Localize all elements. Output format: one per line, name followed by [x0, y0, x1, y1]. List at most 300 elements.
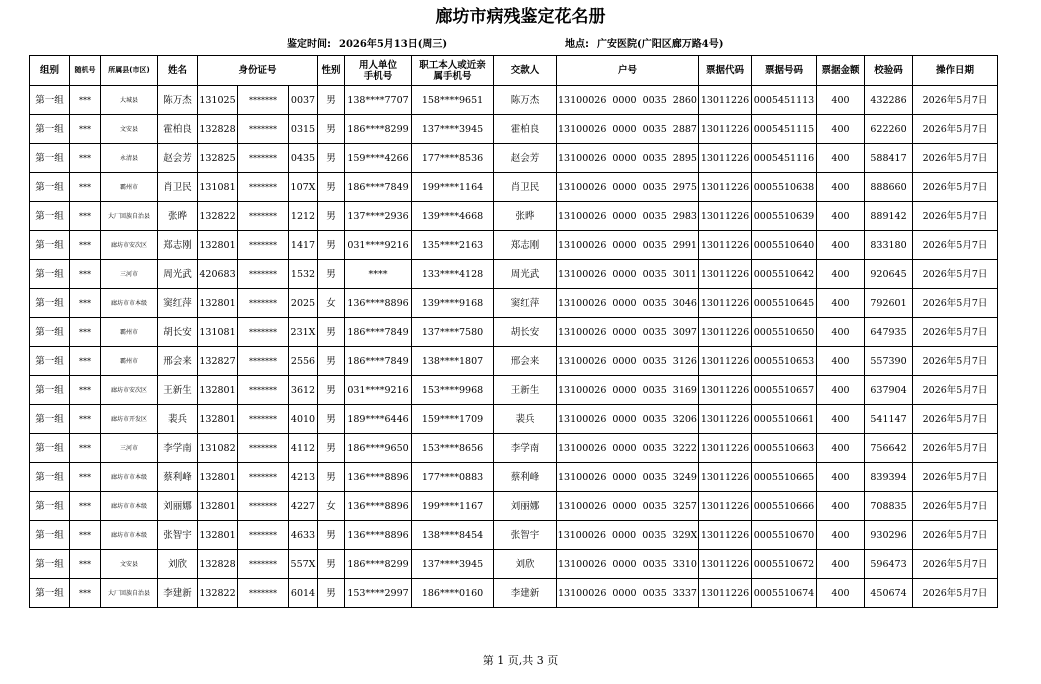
cell-id-mask: ******* — [238, 347, 289, 376]
exam-time-value: 2026年5月13日(周三) — [339, 39, 448, 50]
cell-employer-phone: 031****9216 — [345, 231, 412, 260]
cell-group: 第一组 — [30, 376, 70, 405]
cell-random: *** — [70, 86, 101, 115]
cell-bill-code: 13011226 — [699, 463, 752, 492]
cell-payer: 霍柏良 — [494, 115, 557, 144]
cell-county: 大厂回族自治县 — [101, 579, 158, 608]
cell-check: 920645 — [865, 260, 913, 289]
header-county: 所属县(市区) — [101, 56, 158, 86]
cell-name: 郑志刚 — [158, 231, 198, 260]
cell-bill-code: 13011226 — [699, 434, 752, 463]
cell-random: *** — [70, 376, 101, 405]
cell-county: 廊坊市市本级 — [101, 521, 158, 550]
cell-id-suffix: 2556 — [289, 347, 318, 376]
cell-id-suffix: 3612 — [289, 376, 318, 405]
cell-date: 2026年5月7日 — [913, 260, 998, 289]
cell-family-phone: 177****0883 — [412, 463, 494, 492]
cell-random: *** — [70, 202, 101, 231]
cell-id-suffix: 1417 — [289, 231, 318, 260]
cell-sex: 女 — [318, 289, 345, 318]
cell-random: *** — [70, 318, 101, 347]
cell-amount: 400 — [817, 347, 865, 376]
cell-random: *** — [70, 347, 101, 376]
cell-id-mask: ******* — [238, 260, 289, 289]
cell-payer: 胡长安 — [494, 318, 557, 347]
cell-account: 13100026 0000 0035 3222 — [557, 434, 699, 463]
cell-account: 13100026 0000 0035 3206 — [557, 405, 699, 434]
cell-random: *** — [70, 434, 101, 463]
cell-check: 647935 — [865, 318, 913, 347]
cell-check: 637904 — [865, 376, 913, 405]
cell-sex: 男 — [318, 550, 345, 579]
cell-id-suffix: 4227 — [289, 492, 318, 521]
table-row — [30, 434, 998, 463]
header-name: 姓名 — [158, 56, 198, 86]
cell-payer: 赵会芳 — [494, 144, 557, 173]
cell-family-phone: 138****8454 — [412, 521, 494, 550]
cell-payer: 肖卫民 — [494, 173, 557, 202]
cell-family-phone: 153****8656 — [412, 434, 494, 463]
table-row — [30, 318, 998, 347]
cell-random: *** — [70, 144, 101, 173]
cell-employer-phone: 186****7849 — [345, 173, 412, 202]
cell-sex: 男 — [318, 521, 345, 550]
cell-name: 李学南 — [158, 434, 198, 463]
cell-random: *** — [70, 463, 101, 492]
cell-id-suffix: 2025 — [289, 289, 318, 318]
cell-id-prefix: 131081 — [198, 318, 238, 347]
cell-employer-phone: 136****8896 — [345, 463, 412, 492]
cell-bill-code: 13011226 — [699, 347, 752, 376]
cell-group: 第一组 — [30, 347, 70, 376]
table-row — [30, 115, 998, 144]
cell-county: 廊坊市市本级 — [101, 463, 158, 492]
cell-date: 2026年5月7日 — [913, 144, 998, 173]
cell-family-phone: 159****1709 — [412, 405, 494, 434]
cell-check: 930296 — [865, 521, 913, 550]
table-row — [30, 492, 998, 521]
cell-sex: 男 — [318, 173, 345, 202]
cell-check: 541147 — [865, 405, 913, 434]
cell-payer: 陈万杰 — [494, 86, 557, 115]
cell-group: 第一组 — [30, 173, 70, 202]
cell-amount: 400 — [817, 434, 865, 463]
header-group: 组别 — [30, 56, 70, 86]
cell-group: 第一组 — [30, 579, 70, 608]
cell-id-mask: ******* — [238, 405, 289, 434]
cell-bill-no: 0005451116 — [752, 144, 817, 173]
cell-family-phone: 137****3945 — [412, 550, 494, 579]
table-row — [30, 231, 998, 260]
cell-name: 刘欣 — [158, 550, 198, 579]
cell-employer-phone: 186****8299 — [345, 115, 412, 144]
cell-county: 大城县 — [101, 86, 158, 115]
cell-employer-phone: 137****2936 — [345, 202, 412, 231]
cell-sex: 男 — [318, 579, 345, 608]
page-footer: 第 1 页,共 3 页 — [482, 654, 559, 667]
cell-county: 三河市 — [101, 260, 158, 289]
cell-id-mask: ******* — [238, 86, 289, 115]
cell-date: 2026年5月7日 — [913, 231, 998, 260]
cell-bill-code: 13011226 — [699, 579, 752, 608]
cell-name: 霍柏良 — [158, 115, 198, 144]
cell-group: 第一组 — [30, 434, 70, 463]
cell-bill-no: 0005510638 — [752, 173, 817, 202]
cell-amount: 400 — [817, 376, 865, 405]
header-account: 户号 — [557, 56, 699, 86]
roster-table — [29, 55, 998, 608]
cell-id-mask: ******* — [238, 579, 289, 608]
cell-account: 13100026 0000 0035 3126 — [557, 347, 699, 376]
header-payer: 交款人 — [494, 56, 557, 86]
cell-check: 839394 — [865, 463, 913, 492]
cell-group: 第一组 — [30, 231, 70, 260]
cell-account: 13100026 0000 0035 2983 — [557, 202, 699, 231]
cell-family-phone: 137****7580 — [412, 318, 494, 347]
cell-date: 2026年5月7日 — [913, 405, 998, 434]
cell-id-mask: ******* — [238, 521, 289, 550]
cell-id-mask: ******* — [238, 550, 289, 579]
header-check: 校验码 — [865, 56, 913, 86]
cell-id-suffix: 1212 — [289, 202, 318, 231]
exam-place — [565, 35, 723, 50]
cell-date: 2026年5月7日 — [913, 492, 998, 521]
cell-id-prefix: 132828 — [198, 550, 238, 579]
cell-id-suffix: 107X — [289, 173, 318, 202]
cell-id-mask: ******* — [238, 434, 289, 463]
cell-check: 596473 — [865, 550, 913, 579]
cell-bill-no: 0005510642 — [752, 260, 817, 289]
cell-group: 第一组 — [30, 405, 70, 434]
cell-account: 13100026 0000 0035 3097 — [557, 318, 699, 347]
cell-county: 霸州市 — [101, 318, 158, 347]
cell-family-phone: 139****4668 — [412, 202, 494, 231]
cell-employer-phone: 031****9216 — [345, 376, 412, 405]
cell-sex: 男 — [318, 376, 345, 405]
cell-payer: 周光武 — [494, 260, 557, 289]
exam-place-value: 广安医院(广阳区廊万路4号) — [597, 39, 724, 50]
cell-payer: 郑志刚 — [494, 231, 557, 260]
cell-account: 13100026 0000 0035 329X — [557, 521, 699, 550]
cell-id-prefix: 131081 — [198, 173, 238, 202]
cell-account: 13100026 0000 0035 2975 — [557, 173, 699, 202]
cell-payer: 裴兵 — [494, 405, 557, 434]
cell-bill-code: 13011226 — [699, 144, 752, 173]
cell-id-suffix: 231X — [289, 318, 318, 347]
cell-sex: 男 — [318, 260, 345, 289]
cell-account: 13100026 0000 0035 3169 — [557, 376, 699, 405]
cell-family-phone: 137****3945 — [412, 115, 494, 144]
cell-account: 13100026 0000 0035 3337 — [557, 579, 699, 608]
cell-name: 肖卫民 — [158, 173, 198, 202]
cell-bill-no: 0005510653 — [752, 347, 817, 376]
cell-bill-no: 0005510639 — [752, 202, 817, 231]
cell-bill-code: 13011226 — [699, 376, 752, 405]
cell-group: 第一组 — [30, 318, 70, 347]
cell-id-prefix: 132822 — [198, 579, 238, 608]
cell-date: 2026年5月7日 — [913, 173, 998, 202]
cell-date: 2026年5月7日 — [913, 550, 998, 579]
cell-employer-phone: 136****8896 — [345, 492, 412, 521]
cell-id-mask: ******* — [238, 492, 289, 521]
cell-payer: 刘欣 — [494, 550, 557, 579]
cell-bill-no: 0005510640 — [752, 231, 817, 260]
cell-employer-phone: 189****6446 — [345, 405, 412, 434]
cell-id-mask: ******* — [238, 463, 289, 492]
cell-amount: 400 — [817, 579, 865, 608]
header-family-phone: 职工本人或近亲 属手机号 — [412, 56, 494, 86]
header-amount: 票据金额 — [817, 56, 865, 86]
cell-bill-no: 0005451113 — [752, 86, 817, 115]
table-row — [30, 86, 998, 115]
cell-family-phone: 186****0160 — [412, 579, 494, 608]
cell-random: *** — [70, 579, 101, 608]
cell-employer-phone: 186****8299 — [345, 550, 412, 579]
cell-payer: 邢会来 — [494, 347, 557, 376]
cell-sex: 男 — [318, 405, 345, 434]
cell-bill-code: 13011226 — [699, 231, 752, 260]
cell-amount: 400 — [817, 521, 865, 550]
cell-id-mask: ******* — [238, 202, 289, 231]
cell-bill-no: 0005451115 — [752, 115, 817, 144]
cell-check: 450674 — [865, 579, 913, 608]
cell-payer: 张智宇 — [494, 521, 557, 550]
cell-bill-no: 0005510674 — [752, 579, 817, 608]
cell-date: 2026年5月7日 — [913, 115, 998, 144]
header-random: 随机号 — [70, 56, 101, 86]
cell-date: 2026年5月7日 — [913, 579, 998, 608]
cell-payer: 王新生 — [494, 376, 557, 405]
cell-county: 文安县 — [101, 550, 158, 579]
cell-amount: 400 — [817, 260, 865, 289]
cell-bill-code: 13011226 — [699, 550, 752, 579]
cell-date: 2026年5月7日 — [913, 289, 998, 318]
exam-time-label: 鉴定时间: — [287, 39, 331, 50]
table-row — [30, 579, 998, 608]
cell-family-phone: 133****4128 — [412, 260, 494, 289]
cell-sex: 男 — [318, 144, 345, 173]
cell-payer: 窦红萍 — [494, 289, 557, 318]
cell-county: 廊坊市市本级 — [101, 492, 158, 521]
cell-county: 大厂回族自治县 — [101, 202, 158, 231]
cell-id-suffix: 0037 — [289, 86, 318, 115]
cell-id-prefix: 132801 — [198, 405, 238, 434]
cell-family-phone: 153****9968 — [412, 376, 494, 405]
cell-sex: 男 — [318, 115, 345, 144]
cell-amount: 400 — [817, 144, 865, 173]
cell-id-mask: ******* — [238, 376, 289, 405]
cell-check: 588417 — [865, 144, 913, 173]
cell-date: 2026年5月7日 — [913, 202, 998, 231]
exam-place-label: 地点: — [565, 39, 589, 50]
cell-date: 2026年5月7日 — [913, 318, 998, 347]
cell-random: *** — [70, 405, 101, 434]
header-date: 操作日期 — [913, 56, 998, 86]
header-sex: 性别 — [318, 56, 345, 86]
cell-account: 13100026 0000 0035 2991 — [557, 231, 699, 260]
cell-id-prefix: 132827 — [198, 347, 238, 376]
cell-name: 周光武 — [158, 260, 198, 289]
header-employer-phone: 用人单位 手机号 — [345, 56, 412, 86]
cell-account: 13100026 0000 0035 3310 — [557, 550, 699, 579]
cell-random: *** — [70, 231, 101, 260]
cell-family-phone: 139****9168 — [412, 289, 494, 318]
cell-amount: 400 — [817, 318, 865, 347]
cell-name: 邢会来 — [158, 347, 198, 376]
exam-time — [287, 35, 447, 50]
cell-id-prefix: 132801 — [198, 289, 238, 318]
cell-employer-phone: 186****7849 — [345, 318, 412, 347]
cell-payer: 刘丽娜 — [494, 492, 557, 521]
cell-account: 13100026 0000 0035 3011 — [557, 260, 699, 289]
cell-id-suffix: 557X — [289, 550, 318, 579]
cell-id-mask: ******* — [238, 115, 289, 144]
cell-account: 13100026 0000 0035 3257 — [557, 492, 699, 521]
cell-family-phone: 135****2163 — [412, 231, 494, 260]
cell-id-mask: ******* — [238, 144, 289, 173]
cell-family-phone: 138****1807 — [412, 347, 494, 376]
cell-sex: 男 — [318, 318, 345, 347]
cell-id-suffix: 4112 — [289, 434, 318, 463]
cell-county: 三河市 — [101, 434, 158, 463]
cell-date: 2026年5月7日 — [913, 86, 998, 115]
cell-employer-phone: 159****4266 — [345, 144, 412, 173]
cell-family-phone: 158****9651 — [412, 86, 494, 115]
cell-id-prefix: 132801 — [198, 463, 238, 492]
cell-id-mask: ******* — [238, 289, 289, 318]
cell-name: 张智宇 — [158, 521, 198, 550]
cell-payer: 李学南 — [494, 434, 557, 463]
cell-amount: 400 — [817, 173, 865, 202]
cell-id-suffix: 4010 — [289, 405, 318, 434]
cell-date: 2026年5月7日 — [913, 521, 998, 550]
cell-amount: 400 — [817, 289, 865, 318]
cell-payer: 蔡利峰 — [494, 463, 557, 492]
table-row — [30, 202, 998, 231]
cell-account: 13100026 0000 0035 3046 — [557, 289, 699, 318]
cell-sex: 男 — [318, 86, 345, 115]
cell-group: 第一组 — [30, 202, 70, 231]
cell-amount: 400 — [817, 202, 865, 231]
cell-random: *** — [70, 173, 101, 202]
cell-id-suffix: 0315 — [289, 115, 318, 144]
table-row — [30, 521, 998, 550]
cell-account: 13100026 0000 0035 3249 — [557, 463, 699, 492]
cell-id-prefix: 132801 — [198, 492, 238, 521]
cell-id-mask: ******* — [238, 173, 289, 202]
cell-check: 432286 — [865, 86, 913, 115]
cell-group: 第一组 — [30, 289, 70, 318]
cell-amount: 400 — [817, 463, 865, 492]
cell-sex: 男 — [318, 347, 345, 376]
table-row — [30, 347, 998, 376]
header-id: 身份证号 — [198, 56, 318, 86]
cell-bill-no: 0005510672 — [752, 550, 817, 579]
cell-family-phone: 177****8536 — [412, 144, 494, 173]
cell-sex: 男 — [318, 231, 345, 260]
cell-county: 廊坊市安次区 — [101, 376, 158, 405]
table-row — [30, 144, 998, 173]
cell-bill-no: 0005510645 — [752, 289, 817, 318]
cell-county: 霸州市 — [101, 347, 158, 376]
cell-id-prefix: 132825 — [198, 144, 238, 173]
cell-id-prefix: 131025 — [198, 86, 238, 115]
cell-check: 792601 — [865, 289, 913, 318]
cell-group: 第一组 — [30, 492, 70, 521]
cell-id-prefix: 132822 — [198, 202, 238, 231]
cell-group: 第一组 — [30, 550, 70, 579]
cell-check: 833180 — [865, 231, 913, 260]
table-row — [30, 376, 998, 405]
cell-amount: 400 — [817, 405, 865, 434]
cell-random: *** — [70, 260, 101, 289]
cell-name: 蔡利峰 — [158, 463, 198, 492]
cell-amount: 400 — [817, 231, 865, 260]
cell-bill-no: 0005510657 — [752, 376, 817, 405]
cell-bill-code: 13011226 — [699, 289, 752, 318]
cell-amount: 400 — [817, 492, 865, 521]
header-bill-no: 票据号码 — [752, 56, 817, 86]
table-row — [30, 173, 998, 202]
cell-name: 胡长安 — [158, 318, 198, 347]
table-row — [30, 405, 998, 434]
table-row — [30, 260, 998, 289]
cell-employer-phone: **** — [345, 260, 412, 289]
table-row — [30, 463, 998, 492]
cell-id-prefix: 132801 — [198, 376, 238, 405]
cell-bill-no: 0005510670 — [752, 521, 817, 550]
cell-employer-phone: 153****2997 — [345, 579, 412, 608]
cell-bill-no: 0005510661 — [752, 405, 817, 434]
cell-account: 13100026 0000 0035 2887 — [557, 115, 699, 144]
cell-sex: 女 — [318, 492, 345, 521]
cell-bill-code: 13011226 — [699, 173, 752, 202]
cell-id-prefix: 420683 — [198, 260, 238, 289]
cell-date: 2026年5月7日 — [913, 376, 998, 405]
cell-date: 2026年5月7日 — [913, 434, 998, 463]
cell-id-mask: ******* — [238, 231, 289, 260]
cell-group: 第一组 — [30, 463, 70, 492]
cell-amount: 400 — [817, 115, 865, 144]
cell-sex: 男 — [318, 434, 345, 463]
cell-name: 王新生 — [158, 376, 198, 405]
cell-bill-code: 13011226 — [699, 202, 752, 231]
cell-bill-no: 0005510665 — [752, 463, 817, 492]
cell-bill-code: 13011226 — [699, 115, 752, 144]
cell-bill-code: 13011226 — [699, 260, 752, 289]
cell-employer-phone: 186****9650 — [345, 434, 412, 463]
cell-random: *** — [70, 521, 101, 550]
cell-account: 13100026 0000 0035 2895 — [557, 144, 699, 173]
cell-payer: 李建新 — [494, 579, 557, 608]
cell-random: *** — [70, 550, 101, 579]
cell-county: 永清县 — [101, 144, 158, 173]
cell-check: 622260 — [865, 115, 913, 144]
table-row — [30, 550, 998, 579]
cell-name: 窦红萍 — [158, 289, 198, 318]
cell-county: 廊坊市开发区 — [101, 405, 158, 434]
cell-payer: 张晔 — [494, 202, 557, 231]
cell-county: 霸州市 — [101, 173, 158, 202]
cell-random: *** — [70, 492, 101, 521]
cell-name: 刘丽娜 — [158, 492, 198, 521]
cell-check: 756642 — [865, 434, 913, 463]
cell-name: 赵会芳 — [158, 144, 198, 173]
cell-check: 889142 — [865, 202, 913, 231]
cell-group: 第一组 — [30, 86, 70, 115]
cell-id-prefix: 131082 — [198, 434, 238, 463]
cell-employer-phone: 186****7849 — [345, 347, 412, 376]
